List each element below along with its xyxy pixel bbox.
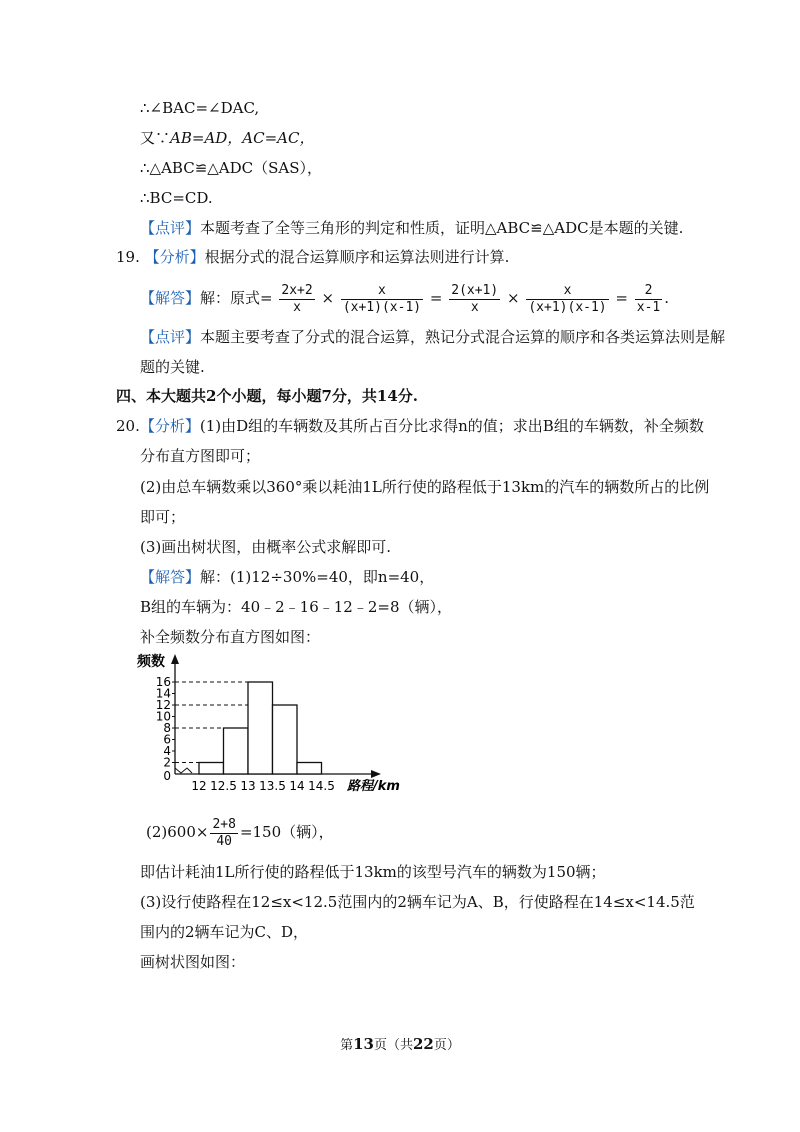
q20-analysis-2: (2)由总车辆数乘以360°乘以耗油1L所行使的路程低于13km的汽车的辆数所占的比例 xyxy=(140,478,710,496)
q20-solution-4 xyxy=(146,812,334,852)
axis-break xyxy=(175,768,192,773)
q20-solution-5: 即估计耗油1L所行使的路程低于13km的该型号汽车的辆数为150辆； xyxy=(140,863,606,881)
fraction-3: $\frac{2(x+1)}{x}$ xyxy=(451,282,499,315)
q19-answer: 【解答】解：原式= $\frac{2x+2}{x}$ × $\frac{x}{(x+1)(x-1)}$ = $\frac{2(x+1)}{x}$ × $\frac{x}{(x+1)(x-1)}$ = $\frac{2}{x-1}$ . xyxy=(140,282,670,315)
x-axis-label: 路程/km xyxy=(347,779,400,794)
y-tick-label: 6 xyxy=(163,732,171,747)
q20-solution-6b: 围内的2辆车记为C、D， xyxy=(140,923,309,941)
q19-comment-line-1 xyxy=(140,327,725,347)
q20-number: 20. xyxy=(116,417,140,435)
y-tick-label: 8 xyxy=(163,721,171,735)
x-axis-arrow xyxy=(371,770,381,778)
x-tick-label: 13 xyxy=(240,779,256,793)
y-tick-label: 2 xyxy=(163,755,171,770)
proof-line-2-body: AB=AD，AC=AC， xyxy=(170,129,315,147)
comment-text: 本题考查了全等三角形的判定和性质，证明△ABC≌△ADC是本题的关键. xyxy=(200,219,684,237)
histogram-bar xyxy=(248,682,273,774)
analysis-tag: 【分析】 xyxy=(139,417,200,435)
histogram-bar xyxy=(273,705,298,774)
fraction-ratio: $\frac{2+8}{40}$ xyxy=(212,816,236,849)
histogram-bar xyxy=(224,728,249,774)
q19-comment-line-2: 题的关键. xyxy=(140,358,205,376)
fraction-2: $\frac{x}{(x+1)(x-1)}$ xyxy=(342,282,422,315)
q20-analysis-3: (3)画出树状图，由概率公式求解即可. xyxy=(140,538,392,556)
x-tick-label: 14.5 xyxy=(308,779,335,793)
q20-solution-6: (3)设行使路程在12≤x<12.5范围内的2辆车记为A、B，行使路程在14≤x<14.5范 xyxy=(140,893,695,911)
solution-prefix: (2)600× xyxy=(146,823,209,841)
x-tick-label: 12 xyxy=(191,779,207,793)
answer-prefix: 解：原式= xyxy=(200,289,273,307)
q19-analysis xyxy=(116,247,509,267)
page-number: 13 xyxy=(353,1035,374,1053)
histogram-bar xyxy=(297,763,322,775)
fraction-1: $\frac{2x+2}{x}$ xyxy=(281,282,313,315)
q20-solution-1 xyxy=(140,567,434,587)
page-footer: 第13页（共22页） xyxy=(340,1035,460,1053)
q20-solution-7: 画树状图如图： xyxy=(140,953,246,971)
proof-line-3: ∴△ABC≌△ADC（SAS）， xyxy=(140,159,323,177)
x-tick-label: 13.5 xyxy=(259,779,286,793)
x-tick-label: 14 xyxy=(289,779,305,793)
fraction-5: $\frac{2}{x-1}$ xyxy=(636,282,661,315)
comment-text: 本题主要考查了分式的混合运算，熟记分式混合运算的顺序和各类运算法则是解 xyxy=(200,328,726,346)
y-tick-label: 10 xyxy=(155,709,171,724)
q20-analysis-1 xyxy=(116,416,704,436)
analysis-tag: 【分析】 xyxy=(144,248,205,266)
comment-tag: 【点评】 xyxy=(140,219,201,237)
answer-tag: 【解答】 xyxy=(140,568,201,586)
solution-text: 解：(1)12÷30%=40，即n=40， xyxy=(200,568,435,586)
q20-solution-3: 补全频数分布直方图如图： xyxy=(140,628,321,646)
x-tick-label: 12.5 xyxy=(210,779,237,793)
histogram-bar xyxy=(199,763,224,775)
solution-suffix: =150（辆）， xyxy=(239,823,334,841)
q20-solution-2: B组的车辆为：40﹣2﹣16﹣12﹣2=8（辆）， xyxy=(140,598,452,616)
page-total: 22 xyxy=(413,1035,434,1053)
frequency-histogram xyxy=(135,652,415,802)
q20-analysis-2b: 即可； xyxy=(140,508,186,526)
analysis-text: 根据分式的混合运算顺序和运算法则进行计算. xyxy=(204,248,510,266)
equals-sign: = xyxy=(615,289,628,307)
y-tick-label: 0 xyxy=(163,769,171,783)
y-tick-label: 4 xyxy=(163,744,171,758)
y-tick-label: 14 xyxy=(155,686,171,701)
analysis-text: (1)由D组的车辆数及其所占百分比求得n的值；求出B组的车辆数，补全频数 xyxy=(199,417,704,435)
proof-line-2-prefix: 又∵ xyxy=(140,129,171,147)
fraction-4: $\frac{x}{(x+1)(x-1)}$ xyxy=(528,282,607,315)
proof-line-1: ∴∠BAC=∠DAC, xyxy=(140,99,260,117)
y-tick-label: 16 xyxy=(155,675,171,689)
proof-line-2 xyxy=(140,128,315,148)
q19-number: 19. xyxy=(116,248,140,266)
times-sign: × xyxy=(507,289,520,307)
y-axis-arrow xyxy=(171,654,179,664)
y-tick-label: 12 xyxy=(155,698,171,712)
proof-line-4: ∴BC=CD. xyxy=(140,189,213,207)
q20-analysis-1b: 分布直方图即可； xyxy=(140,447,261,465)
equals-sign: = xyxy=(429,289,443,307)
y-axis-label: 频数 xyxy=(137,654,165,670)
comment-18 xyxy=(140,218,683,238)
answer-tag: 【解答】 xyxy=(140,289,201,307)
section-heading: 四、本大题共2个小题，每小题7分，共14分. xyxy=(116,387,418,405)
comment-tag: 【点评】 xyxy=(140,328,201,346)
times-sign: × xyxy=(321,289,335,307)
